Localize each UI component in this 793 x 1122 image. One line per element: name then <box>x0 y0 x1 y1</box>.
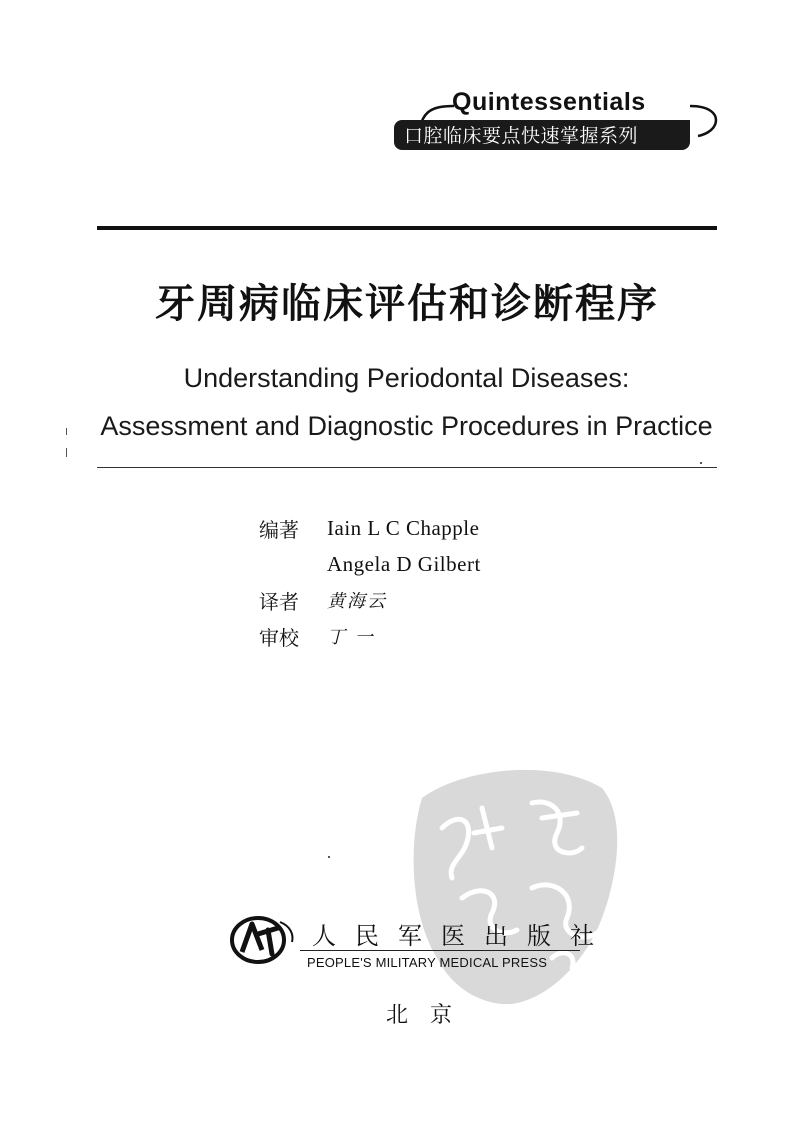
credit-row-author-1 <box>259 510 619 546</box>
title-english-line-1: Understanding Periodontal Diseases: <box>183 363 630 393</box>
title-english-line-2: Assessment and Diagnostic Procedures in Practice <box>100 411 713 441</box>
publisher-rule <box>300 950 580 951</box>
scan-mark <box>66 448 67 457</box>
credit-row-translator <box>259 582 619 618</box>
series-name-cn: 口腔临床要点快速掌握系列 <box>404 125 639 147</box>
credit-label: 审校 <box>259 625 299 650</box>
credit-label: 译者 <box>259 589 299 614</box>
scan-mark <box>66 428 67 435</box>
top-rule <box>97 226 717 230</box>
credit-row-author-2 <box>259 546 619 582</box>
title-english <box>60 354 753 450</box>
publisher-name-en: PEOPLE'S MILITARY MEDICAL PRESS <box>307 955 548 970</box>
publisher-logo-icon <box>228 912 298 968</box>
credits-block <box>259 510 619 654</box>
watermark-seal-icon <box>402 758 632 1008</box>
scan-mark <box>328 856 330 858</box>
credit-row-reviewer <box>259 618 619 654</box>
credit-value: Angela D Gilbert <box>327 551 481 576</box>
series-name-en: Quintessentials <box>452 88 646 116</box>
credit-value: 黄海云 <box>327 591 387 612</box>
title-divider <box>97 467 717 468</box>
credit-label: 编著 <box>259 517 299 542</box>
publisher-name-cn: 人民军医出版社 <box>312 922 613 950</box>
scan-mark <box>700 462 702 464</box>
credit-value: 丁 一 <box>327 627 375 648</box>
credit-value: Iain L C Chapple <box>327 515 480 540</box>
title-chinese: 牙周病临床评估和诊断程序 <box>155 281 659 327</box>
publisher-city: 北京 <box>385 1003 474 1028</box>
